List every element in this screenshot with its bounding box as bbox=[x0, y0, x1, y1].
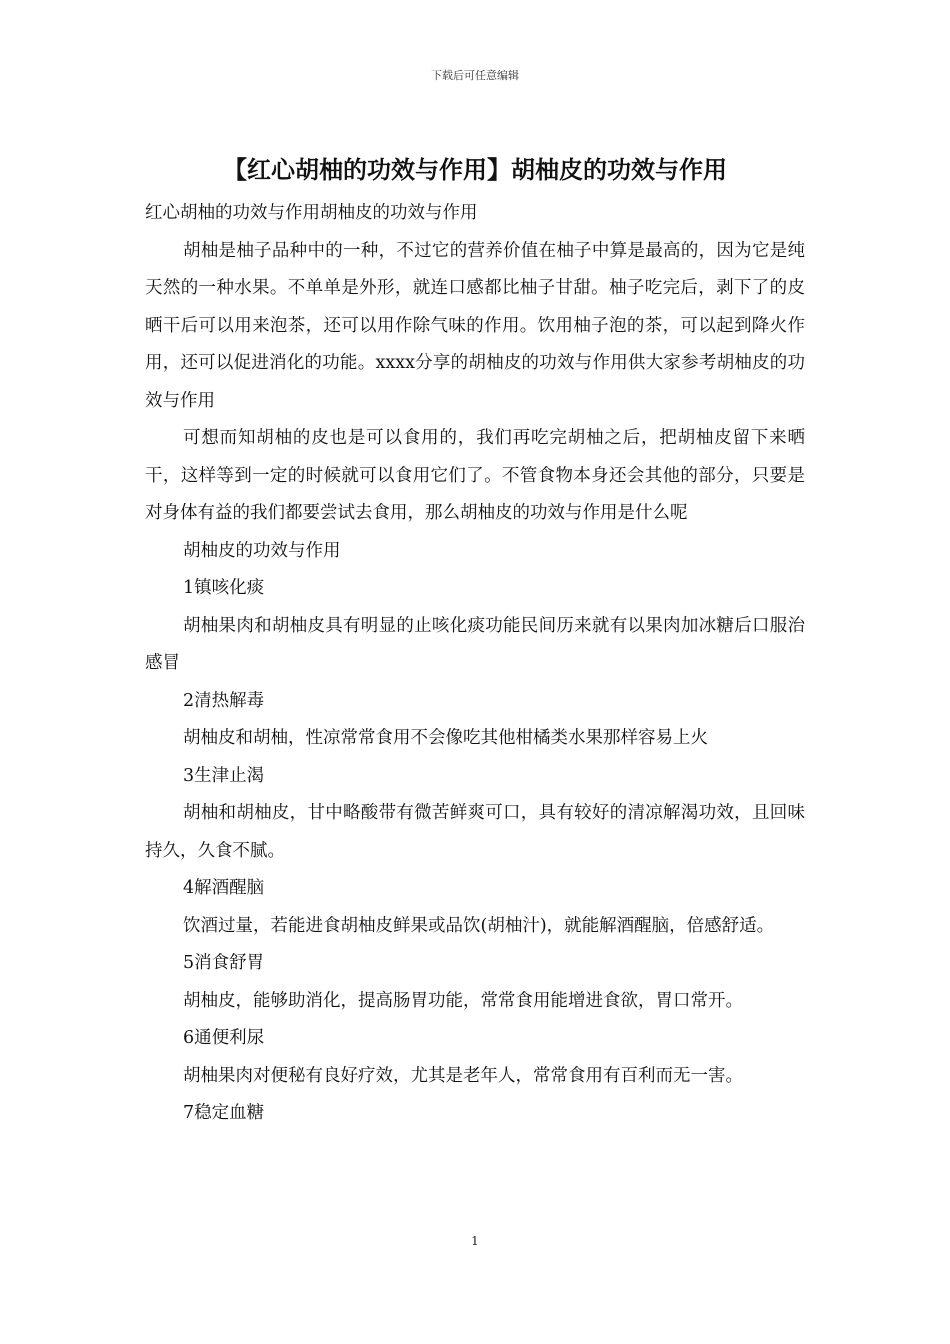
paragraph: 胡柚和胡柚皮，甘中略酸带有微苦鲜爽可口，具有较好的清凉解渴功效，且回味持久，久食不腻。 bbox=[145, 803, 805, 861]
paragraph: 胡柚果肉对便秘有良好疗效，尤其是老年人，常常食用有百利而无一害。 bbox=[183, 1065, 743, 1086]
paragraph: 4解酒醒脑 bbox=[183, 878, 265, 898]
paragraph: 3生津止渴 bbox=[183, 765, 265, 786]
paragraph: 7稳定血糖 bbox=[183, 1103, 265, 1123]
paragraph: 胡柚是柚子品种中的一种，不过它的营养价值在柚子中算是最高的，因为它是纯天然的一种水果。不单单是外形，就连口感都比柚子甘甜。柚子吃完后，剥下了的皮晒干后可以用来泡茶，还可以用作除气味的作用。饮用柚子泡的茶，可以起到降火作用，还可以促进消化的功能。xxxx分享的胡柚皮的功效与作用供大家参考胡柚皮的功效与作用 bbox=[145, 240, 805, 411]
paragraph: 5消食舒胃 bbox=[183, 953, 265, 973]
paragraph: 胡柚皮，能够助消化，提高肠胃功能，常常食用能增进食欲，胃口常开。 bbox=[183, 990, 743, 1011]
paragraph: 2清热解毒 bbox=[183, 690, 265, 711]
paragraph: 胡柚果肉和胡柚皮具有明显的止咳化痰功能民间历来就有以果肉加冰糖后口服治感冒 bbox=[145, 615, 805, 673]
paragraph: 红心胡柚的功效与作用胡柚皮的功效与作用 bbox=[145, 203, 478, 223]
paragraph: 胡柚皮的功效与作用 bbox=[183, 540, 341, 561]
document-body bbox=[145, 195, 805, 1133]
paragraph: 可想而知胡柚的皮也是可以食用的，我们再吃完胡柚之后，把胡柚皮留下来晒干，这样等到一定的时候就可以食用它们了。不管食物本身还会其他的部分，只要是对身体有益的我们都要尝试去食用，那么胡柚皮的功效与作用是什么呢 bbox=[145, 428, 805, 523]
page-number: 1 bbox=[471, 1234, 479, 1248]
paragraph: 1镇咳化痰 bbox=[183, 578, 265, 598]
paragraph: 饮酒过量，若能进食胡柚皮鲜果或品饮(胡柚汁)，就能解酒醒脑，倍感舒适。 bbox=[183, 915, 775, 936]
paragraph: 胡柚皮和胡柚，性凉常常食用不会像吃其他柑橘类水果那样容易上火 bbox=[183, 728, 708, 748]
paragraph: 6通便利尿 bbox=[183, 1028, 265, 1048]
document-title: 【红心胡柚的功效与作用】胡柚皮的功效与作用 bbox=[223, 155, 727, 184]
page-header-note: 下载后可任意编辑 bbox=[431, 69, 519, 82]
